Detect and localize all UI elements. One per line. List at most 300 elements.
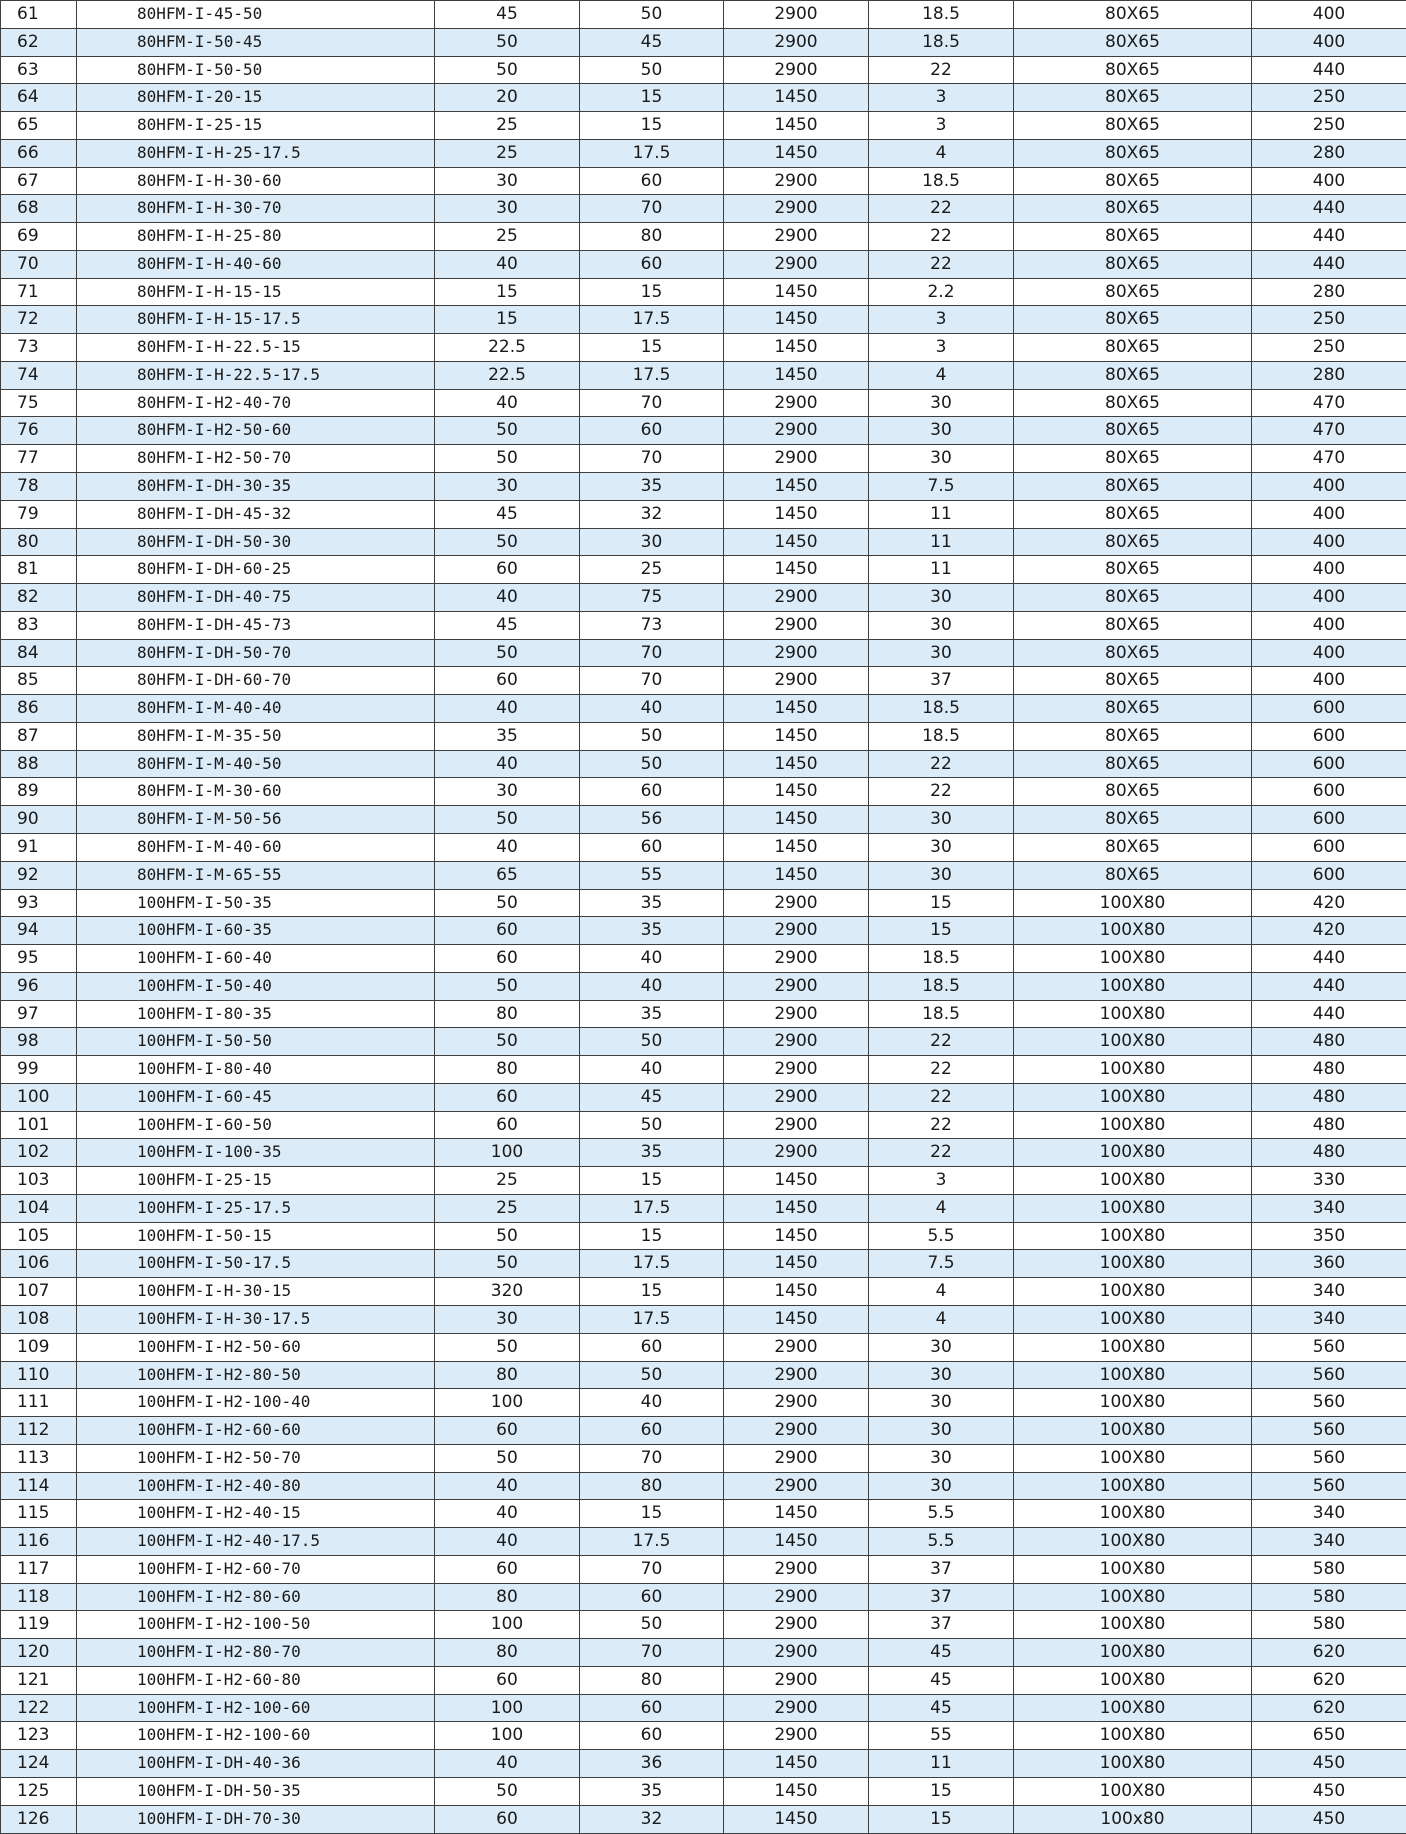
size-cell: 100X80 [1014, 889, 1252, 917]
model-cell: 80HFM-I-H2-50-60 [77, 417, 435, 445]
value-cell: 2900 [724, 611, 869, 639]
value-cell: 22 [869, 223, 1014, 251]
table-row [1, 556, 1406, 584]
value-cell: 60 [435, 945, 580, 973]
row-number: 81 [1, 556, 77, 584]
value-cell: 17.5 [580, 1250, 724, 1278]
size-cell: 100X80 [1014, 945, 1252, 973]
value-cell: 70 [580, 195, 724, 223]
row-number: 111 [1, 1389, 77, 1417]
size-cell: 100X80 [1014, 1528, 1252, 1556]
value-cell: 600 [1252, 722, 1406, 750]
value-cell: 11 [869, 1750, 1014, 1778]
table-row [1, 722, 1406, 750]
row-number: 73 [1, 334, 77, 362]
value-cell: 22 [869, 1028, 1014, 1056]
model-cell: 100HFM-I-H2-100-40 [77, 1389, 435, 1417]
value-cell: 35 [580, 889, 724, 917]
row-number: 113 [1, 1444, 77, 1472]
table-row [1, 1639, 1406, 1667]
model-cell: 100HFM-I-80-35 [77, 1000, 435, 1028]
value-cell: 1450 [724, 1528, 869, 1556]
value-cell: 73 [580, 611, 724, 639]
value-cell: 1450 [724, 722, 869, 750]
size-cell: 80X65 [1014, 361, 1252, 389]
table-row [1, 1472, 1406, 1500]
table-row [1, 1194, 1406, 1222]
value-cell: 15 [869, 917, 1014, 945]
model-cell: 100HFM-I-H2-60-60 [77, 1417, 435, 1445]
value-cell: 1450 [724, 861, 869, 889]
row-number: 62 [1, 28, 77, 56]
value-cell: 70 [580, 445, 724, 473]
value-cell: 2900 [724, 972, 869, 1000]
model-cell: 100HFM-I-H2-80-50 [77, 1361, 435, 1389]
row-number: 108 [1, 1305, 77, 1333]
size-cell: 80X65 [1014, 833, 1252, 861]
value-cell: 50 [435, 56, 580, 84]
size-cell: 80X65 [1014, 611, 1252, 639]
row-number: 123 [1, 1722, 77, 1750]
value-cell: 1450 [724, 806, 869, 834]
value-cell: 80 [435, 1361, 580, 1389]
value-cell: 40 [435, 1472, 580, 1500]
table-row [1, 1, 1406, 29]
value-cell: 280 [1252, 278, 1406, 306]
table-row [1, 1167, 1406, 1195]
value-cell: 22 [869, 195, 1014, 223]
size-cell: 80X65 [1014, 56, 1252, 84]
size-cell: 80X65 [1014, 28, 1252, 56]
value-cell: 55 [580, 861, 724, 889]
value-cell: 50 [580, 722, 724, 750]
model-cell: 100HFM-I-H-30-15 [77, 1278, 435, 1306]
model-cell: 100HFM-I-50-15 [77, 1222, 435, 1250]
size-cell: 100X80 [1014, 1305, 1252, 1333]
value-cell: 450 [1252, 1778, 1406, 1806]
value-cell: 340 [1252, 1528, 1406, 1556]
value-cell: 1450 [724, 334, 869, 362]
table-row [1, 1361, 1406, 1389]
row-number: 78 [1, 473, 77, 501]
value-cell: 18.5 [869, 1, 1014, 29]
value-cell: 600 [1252, 833, 1406, 861]
table-row [1, 473, 1406, 501]
model-cell: 80HFM-I-DH-30-35 [77, 473, 435, 501]
value-cell: 1450 [724, 1250, 869, 1278]
value-cell: 30 [435, 473, 580, 501]
value-cell: 3 [869, 306, 1014, 334]
table-row [1, 1083, 1406, 1111]
model-cell: 80HFM-I-DH-60-25 [77, 556, 435, 584]
size-cell: 80X65 [1014, 556, 1252, 584]
value-cell: 1450 [724, 1167, 869, 1195]
row-number: 115 [1, 1500, 77, 1528]
value-cell: 340 [1252, 1194, 1406, 1222]
table-row [1, 334, 1406, 362]
row-number: 77 [1, 445, 77, 473]
value-cell: 100 [435, 1611, 580, 1639]
value-cell: 80 [580, 1472, 724, 1500]
table-row [1, 306, 1406, 334]
size-cell: 80X65 [1014, 167, 1252, 195]
row-number: 105 [1, 1222, 77, 1250]
value-cell: 70 [580, 1444, 724, 1472]
value-cell: 3 [869, 1167, 1014, 1195]
value-cell: 25 [435, 1194, 580, 1222]
value-cell: 60 [580, 1583, 724, 1611]
value-cell: 1450 [724, 833, 869, 861]
size-cell: 80X65 [1014, 750, 1252, 778]
model-cell: 80HFM-I-DH-50-70 [77, 639, 435, 667]
table-row [1, 1139, 1406, 1167]
value-cell: 40 [580, 695, 724, 723]
model-cell: 100HFM-I-DH-70-30 [77, 1805, 435, 1833]
value-cell: 40 [435, 833, 580, 861]
value-cell: 15 [435, 306, 580, 334]
row-number: 116 [1, 1528, 77, 1556]
value-cell: 40 [435, 584, 580, 612]
row-number: 124 [1, 1750, 77, 1778]
value-cell: 22 [869, 250, 1014, 278]
row-number: 69 [1, 223, 77, 251]
value-cell: 400 [1252, 667, 1406, 695]
table-row [1, 945, 1406, 973]
value-cell: 60 [580, 1722, 724, 1750]
value-cell: 35 [580, 473, 724, 501]
value-cell: 2900 [724, 223, 869, 251]
size-cell: 100X80 [1014, 1250, 1252, 1278]
row-number: 118 [1, 1583, 77, 1611]
size-cell: 80X65 [1014, 584, 1252, 612]
table-row [1, 56, 1406, 84]
value-cell: 56 [580, 806, 724, 834]
value-cell: 22.5 [435, 334, 580, 362]
value-cell: 2900 [724, 1389, 869, 1417]
value-cell: 2.2 [869, 278, 1014, 306]
size-cell: 80X65 [1014, 528, 1252, 556]
value-cell: 15 [869, 889, 1014, 917]
value-cell: 15 [869, 1778, 1014, 1806]
value-cell: 60 [580, 833, 724, 861]
value-cell: 100 [435, 1694, 580, 1722]
value-cell: 7.5 [869, 473, 1014, 501]
value-cell: 340 [1252, 1500, 1406, 1528]
value-cell: 17.5 [580, 1528, 724, 1556]
value-cell: 30 [869, 389, 1014, 417]
value-cell: 37 [869, 1611, 1014, 1639]
value-cell: 35 [580, 1778, 724, 1806]
value-cell: 400 [1252, 556, 1406, 584]
row-number: 64 [1, 84, 77, 112]
value-cell: 100 [435, 1139, 580, 1167]
table-row [1, 1500, 1406, 1528]
value-cell: 1450 [724, 778, 869, 806]
table-row [1, 667, 1406, 695]
value-cell: 70 [580, 667, 724, 695]
table-row [1, 1417, 1406, 1445]
table-row [1, 806, 1406, 834]
value-cell: 620 [1252, 1694, 1406, 1722]
table-row [1, 223, 1406, 251]
value-cell: 50 [435, 528, 580, 556]
value-cell: 2900 [724, 28, 869, 56]
model-cell: 100HFM-I-100-35 [77, 1139, 435, 1167]
value-cell: 50 [435, 1028, 580, 1056]
value-cell: 340 [1252, 1278, 1406, 1306]
value-cell: 60 [435, 1805, 580, 1833]
value-cell: 4 [869, 361, 1014, 389]
table-row [1, 750, 1406, 778]
value-cell: 50 [435, 1778, 580, 1806]
size-cell: 80X65 [1014, 695, 1252, 723]
row-number: 63 [1, 56, 77, 84]
value-cell: 11 [869, 556, 1014, 584]
value-cell: 45 [869, 1666, 1014, 1694]
table-row [1, 445, 1406, 473]
value-cell: 80 [435, 1000, 580, 1028]
value-cell: 40 [435, 695, 580, 723]
value-cell: 40 [435, 1528, 580, 1556]
value-cell: 470 [1252, 445, 1406, 473]
value-cell: 45 [580, 28, 724, 56]
value-cell: 30 [869, 417, 1014, 445]
row-number: 82 [1, 584, 77, 612]
size-cell: 80X65 [1014, 473, 1252, 501]
value-cell: 60 [435, 1083, 580, 1111]
model-cell: 80HFM-I-H-25-80 [77, 223, 435, 251]
model-cell: 80HFM-I-M-40-60 [77, 833, 435, 861]
value-cell: 70 [580, 389, 724, 417]
value-cell: 60 [580, 167, 724, 195]
value-cell: 600 [1252, 750, 1406, 778]
value-cell: 40 [435, 750, 580, 778]
value-cell: 2900 [724, 417, 869, 445]
value-cell: 15 [435, 278, 580, 306]
value-cell: 40 [435, 389, 580, 417]
model-cell: 100HFM-I-H2-100-50 [77, 1611, 435, 1639]
value-cell: 30 [869, 1333, 1014, 1361]
row-number: 74 [1, 361, 77, 389]
row-number: 86 [1, 695, 77, 723]
row-number: 101 [1, 1111, 77, 1139]
row-number: 91 [1, 833, 77, 861]
value-cell: 15 [869, 1805, 1014, 1833]
value-cell: 280 [1252, 361, 1406, 389]
table-row [1, 417, 1406, 445]
row-number: 110 [1, 1361, 77, 1389]
model-cell: 80HFM-I-H-40-60 [77, 250, 435, 278]
row-number: 97 [1, 1000, 77, 1028]
value-cell: 2900 [724, 945, 869, 973]
table-row [1, 278, 1406, 306]
value-cell: 400 [1252, 28, 1406, 56]
value-cell: 30 [580, 528, 724, 556]
table-row [1, 695, 1406, 723]
value-cell: 60 [435, 1555, 580, 1583]
row-number: 80 [1, 528, 77, 556]
value-cell: 40 [580, 972, 724, 1000]
model-cell: 100HFM-I-H2-100-60 [77, 1722, 435, 1750]
value-cell: 440 [1252, 972, 1406, 1000]
value-cell: 30 [435, 167, 580, 195]
value-cell: 22 [869, 750, 1014, 778]
model-cell: 80HFM-I-M-50-56 [77, 806, 435, 834]
size-cell: 80X65 [1014, 389, 1252, 417]
row-number: 90 [1, 806, 77, 834]
size-cell: 100X80 [1014, 1361, 1252, 1389]
value-cell: 50 [435, 445, 580, 473]
value-cell: 2900 [724, 1139, 869, 1167]
value-cell: 32 [580, 500, 724, 528]
table-row [1, 584, 1406, 612]
value-cell: 30 [869, 1389, 1014, 1417]
table-row [1, 28, 1406, 56]
row-number: 92 [1, 861, 77, 889]
value-cell: 620 [1252, 1666, 1406, 1694]
value-cell: 60 [435, 1417, 580, 1445]
table-row [1, 1278, 1406, 1306]
table-row [1, 917, 1406, 945]
row-number: 67 [1, 167, 77, 195]
value-cell: 250 [1252, 306, 1406, 334]
value-cell: 18.5 [869, 945, 1014, 973]
model-cell: 100HFM-I-60-45 [77, 1083, 435, 1111]
table-row [1, 1528, 1406, 1556]
model-cell: 100HFM-I-60-40 [77, 945, 435, 973]
model-cell: 80HFM-I-H-30-60 [77, 167, 435, 195]
value-cell: 50 [435, 972, 580, 1000]
size-cell: 80X65 [1014, 667, 1252, 695]
value-cell: 30 [869, 639, 1014, 667]
value-cell: 2900 [724, 889, 869, 917]
value-cell: 36 [580, 1750, 724, 1778]
value-cell: 1450 [724, 750, 869, 778]
value-cell: 2900 [724, 1583, 869, 1611]
size-cell: 100X80 [1014, 1444, 1252, 1472]
row-number: 96 [1, 972, 77, 1000]
value-cell: 80 [435, 1583, 580, 1611]
table-row [1, 1611, 1406, 1639]
value-cell: 60 [435, 1666, 580, 1694]
value-cell: 2900 [724, 639, 869, 667]
model-cell: 80HFM-I-H-22.5-17.5 [77, 361, 435, 389]
value-cell: 30 [869, 1472, 1014, 1500]
value-cell: 18.5 [869, 972, 1014, 1000]
value-cell: 450 [1252, 1805, 1406, 1833]
table-row [1, 1028, 1406, 1056]
value-cell: 1450 [724, 84, 869, 112]
model-cell: 100HFM-I-80-40 [77, 1056, 435, 1084]
value-cell: 650 [1252, 1722, 1406, 1750]
value-cell: 70 [580, 1639, 724, 1667]
value-cell: 55 [869, 1722, 1014, 1750]
model-cell: 80HFM-I-H-25-17.5 [77, 139, 435, 167]
value-cell: 1450 [724, 695, 869, 723]
model-cell: 80HFM-I-20-15 [77, 84, 435, 112]
value-cell: 2900 [724, 1, 869, 29]
size-cell: 80X65 [1014, 250, 1252, 278]
row-number: 72 [1, 306, 77, 334]
value-cell: 350 [1252, 1222, 1406, 1250]
size-cell: 80X65 [1014, 306, 1252, 334]
row-number: 70 [1, 250, 77, 278]
value-cell: 80 [580, 223, 724, 251]
value-cell: 2900 [724, 1722, 869, 1750]
value-cell: 15 [580, 84, 724, 112]
model-cell: 100HFM-I-H2-60-70 [77, 1555, 435, 1583]
table-row [1, 639, 1406, 667]
value-cell: 1450 [724, 306, 869, 334]
model-cell: 100HFM-I-DH-50-35 [77, 1778, 435, 1806]
value-cell: 5.5 [869, 1222, 1014, 1250]
value-cell: 1450 [724, 1194, 869, 1222]
value-cell: 330 [1252, 1167, 1406, 1195]
model-cell: 80HFM-I-M-30-60 [77, 778, 435, 806]
row-number: 104 [1, 1194, 77, 1222]
model-cell: 100HFM-I-25-17.5 [77, 1194, 435, 1222]
value-cell: 1450 [724, 1750, 869, 1778]
value-cell: 40 [435, 1750, 580, 1778]
value-cell: 60 [435, 1111, 580, 1139]
value-cell: 60 [580, 250, 724, 278]
table-row [1, 1555, 1406, 1583]
model-cell: 100HFM-I-H2-100-60 [77, 1694, 435, 1722]
size-cell: 100X80 [1014, 1194, 1252, 1222]
model-cell: 80HFM-I-H-15-15 [77, 278, 435, 306]
size-cell: 100X80 [1014, 1000, 1252, 1028]
value-cell: 2900 [724, 1083, 869, 1111]
size-cell: 100X80 [1014, 1722, 1252, 1750]
value-cell: 420 [1252, 889, 1406, 917]
value-cell: 5.5 [869, 1500, 1014, 1528]
row-number: 98 [1, 1028, 77, 1056]
model-cell: 80HFM-I-H-22.5-15 [77, 334, 435, 362]
size-cell: 100x80 [1014, 1805, 1252, 1833]
size-cell: 100X80 [1014, 1333, 1252, 1361]
value-cell: 50 [435, 28, 580, 56]
table-row [1, 861, 1406, 889]
value-cell: 2900 [724, 1639, 869, 1667]
value-cell: 15 [580, 1500, 724, 1528]
value-cell: 440 [1252, 945, 1406, 973]
table-row [1, 1000, 1406, 1028]
table-row [1, 611, 1406, 639]
value-cell: 22 [869, 1111, 1014, 1139]
size-cell: 80X65 [1014, 334, 1252, 362]
value-cell: 70 [580, 639, 724, 667]
table-row [1, 889, 1406, 917]
value-cell: 18.5 [869, 167, 1014, 195]
value-cell: 30 [869, 1417, 1014, 1445]
value-cell: 30 [869, 861, 1014, 889]
value-cell: 400 [1252, 584, 1406, 612]
value-cell: 450 [1252, 1750, 1406, 1778]
value-cell: 60 [580, 778, 724, 806]
table-row [1, 1722, 1406, 1750]
model-cell: 80HFM-I-M-35-50 [77, 722, 435, 750]
row-number: 84 [1, 639, 77, 667]
value-cell: 400 [1252, 473, 1406, 501]
value-cell: 17.5 [580, 1194, 724, 1222]
table-row [1, 833, 1406, 861]
size-cell: 100X80 [1014, 1750, 1252, 1778]
value-cell: 2900 [724, 1417, 869, 1445]
table-row [1, 528, 1406, 556]
value-cell: 17.5 [580, 1305, 724, 1333]
value-cell: 50 [580, 1111, 724, 1139]
value-cell: 580 [1252, 1555, 1406, 1583]
